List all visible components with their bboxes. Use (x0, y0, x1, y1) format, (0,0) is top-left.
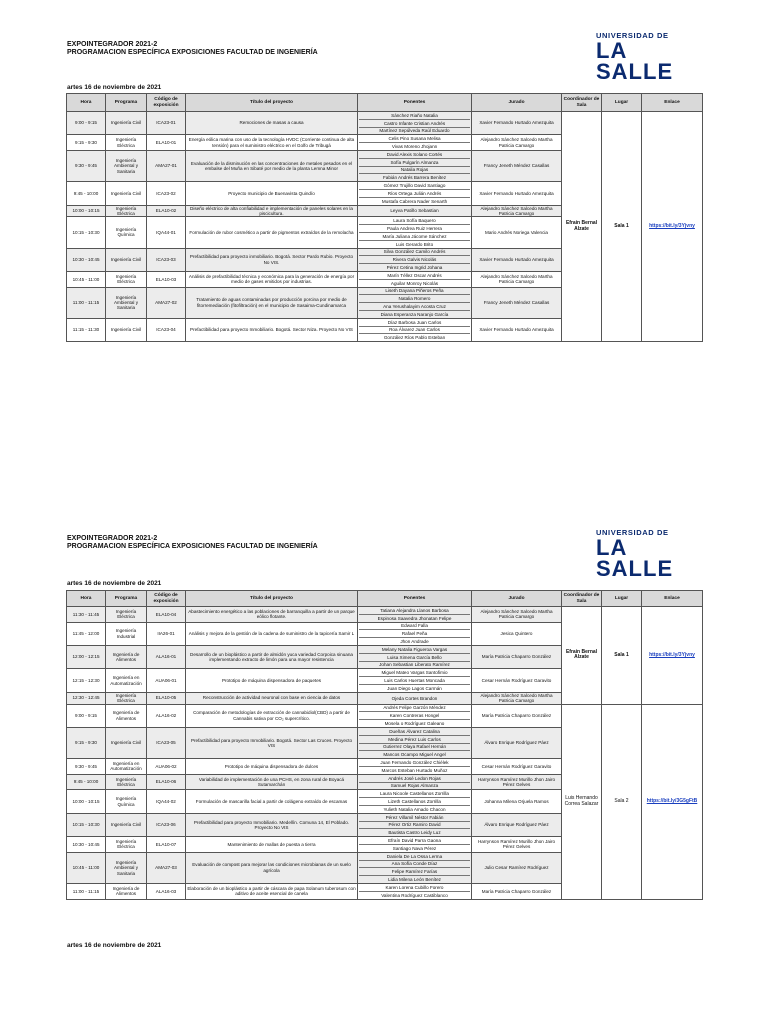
program-cell: Ingeniería Química (106, 790, 147, 813)
title-cell: Prototipo de máquina dispensadora de paquetes (186, 669, 358, 692)
program-cell: Ingeniería Industrial (106, 622, 147, 645)
session-link[interactable]: https://bit.ly/3Yjvny (649, 222, 695, 229)
program-cell: Ingeniería Civil (106, 248, 147, 271)
speaker-name: Ana Sofía Conde Díaz (359, 861, 470, 869)
title-cell: Prefactibilidad para proyecto Inmobiliario. Medellín. Comuna 14, El Poblado. Proyecto No VIS (186, 813, 358, 836)
col-programa: Programa (106, 591, 147, 607)
title-cell: Formulación de rubor cosmético a partir de pigmentos extraídos de la remolacha (186, 217, 358, 248)
col-lugar: Lugar (602, 591, 642, 607)
speaker-name: Martínez Sepúlveda Raúl Eduardo (379, 128, 450, 134)
speaker-name: Valentina Rodríguez Castiblanco (381, 892, 448, 898)
header-line-1: EXPOINTEGRADOR 2021-2 (67, 535, 158, 542)
speaker-name: Silva González Camilo Andrés (359, 249, 470, 257)
speaker-name: Natalia Romero (359, 295, 470, 303)
speaker-name: Edward Falla (359, 623, 470, 631)
jury-cell: Francy Jeneth Méndez Casallas (472, 150, 562, 181)
code-cell: AUA06-02 (147, 759, 186, 775)
program-cell: Ingeniería Eléctrica (106, 205, 147, 217)
speaker-name: Karen Contreras Hongel (359, 712, 470, 720)
speakers-cell (358, 774, 472, 790)
speaker-name: Luis Carlos Huertas Moncada (359, 677, 470, 685)
speaker-name: María Juliana Jácome Sánchez (359, 233, 470, 241)
speaker-name: Andrés Felipe Garzón Méndez (359, 705, 470, 713)
time-cell: 9:30 - 9:45 (67, 759, 106, 775)
program-cell: Ingeniería Eléctrica (106, 837, 147, 853)
speakers-cell (358, 607, 472, 623)
code-cell: ELA10-06 (147, 774, 186, 790)
speaker-name: Yulieth Natalia Amado Chacon (383, 806, 446, 812)
time-cell: 10:45 - 11:00 (67, 852, 106, 883)
col-ponentes: Ponentes (358, 94, 472, 112)
speaker-name: Díaz Barbosa Juan Carlos (359, 319, 470, 327)
jury-cell: Francy Jeneth Méndez Casallas (472, 287, 562, 318)
footer-date: artes 16 de noviembre de 2021 (67, 942, 162, 949)
speaker-name: Karen Lorena Cubillo Forero (359, 884, 470, 892)
jury-cell: Harrynson Ramírez Murillo Jhon Jairo Pérez Gelves (472, 774, 562, 790)
time-cell: 11:00 - 11:15 (67, 883, 106, 899)
speaker-name: Pérez Villamil Néstor Fabián (359, 814, 470, 822)
speaker-name: Gutierrez Olaya Rafael Hernán (359, 744, 470, 752)
code-cell: ELA10-04 (147, 607, 186, 623)
title-cell: Prefactibilidad para proyecto inmobiliario. Bogotá. Sector Pardo Rubio. Proyecto No VIS. (186, 248, 358, 271)
header-line-2: PROGRAMACION ESPECÍFICA EXPOSICIONES FACULTAD DE INGENIERÍA (67, 49, 318, 56)
speaker-name: Natalia Rojas (359, 167, 470, 175)
place-cell: Sala 1 (602, 112, 642, 342)
speaker-name: Felipe Ramírez Farías (359, 868, 470, 876)
program-cell: Ingeniería Civil (106, 112, 147, 135)
time-cell: 9:00 - 9:15 (67, 112, 106, 135)
speaker-name: Lidia Milena León Benítez (388, 876, 441, 882)
speaker-name: Diana Esperanza Naranjo García (380, 311, 449, 317)
code-cell: IIA26-01 (147, 622, 186, 645)
code-cell: ELA10-03 (147, 271, 186, 287)
code-cell: ICA23-05 (147, 727, 186, 758)
jury-cell: Xavier Fernando Hurtado Amezquita (472, 318, 562, 341)
jury-cell: María Patricia Chaparro González (472, 704, 562, 727)
time-cell: 10:15 - 10:30 (67, 813, 106, 836)
title-cell: Reconstrucción de actividad neuronal con base en ciencia de datos (186, 692, 358, 704)
title-cell: Formulación de mascarilla facial a partir de colágeno extraído de escamas (186, 790, 358, 813)
time-cell: 11:45 - 12:00 (67, 622, 106, 645)
title-cell: Mantenimiento de mallas de puesta a tierra (186, 837, 358, 853)
time-cell: 11:15 - 11:30 (67, 318, 106, 341)
time-cell: 10:30 - 10:45 (67, 837, 106, 853)
speaker-name: Dueñas Álvarez Catalina (359, 728, 470, 736)
speakers-cell (358, 837, 472, 853)
code-cell: ELA10-07 (147, 837, 186, 853)
speaker-name: Bautista Castro Leidy Luz (388, 830, 441, 836)
coordinator-cell: Efraín Bernal Alzate (562, 607, 602, 705)
speaker-name: Sánchez Riaño Natalia (359, 112, 470, 120)
time-cell: 11:30 - 11:45 (67, 607, 106, 623)
speaker-name: Andrés José Ledon Rojas (359, 775, 470, 783)
col-titulo: Título del proyecto (186, 591, 358, 607)
speaker-name: Paula Andrea Ruiz Herrera (359, 225, 470, 233)
title-cell: Elaboración de un bioplástico a partir de cáscara de papa Solanum tuberosum con aditivo de aceite esencial de canela (186, 883, 358, 899)
code-cell: ELA10-05 (147, 692, 186, 704)
title-cell: Evaluación de la disminución en las concentraciones de metales pesados en el embalse del Muña en Sibaté por medio de la planta Lemna Minor (186, 150, 358, 181)
speaker-name: Vivas Moreno Jhojann (391, 143, 438, 149)
jury-cell: Johanna Milena Orjuela Ramos (472, 790, 562, 813)
title-cell: Remociones de masas a causa (186, 112, 358, 135)
col-enlace: Enlace (642, 591, 703, 607)
schedule-table-1 (66, 93, 703, 342)
speaker-name: Luisa Ximena García Bello (359, 654, 470, 662)
col-coordinador: Coordinador de Sala (562, 591, 602, 607)
speakers-cell (358, 248, 472, 271)
program-cell: Ingeniería Eléctrica (106, 774, 147, 790)
time-cell: 10:15 - 10:30 (67, 217, 106, 248)
title-cell: Energía eólica marina con uso de la tecnología HVDC (Corriente continua de alta tensión) para el suministro eléctrico en el Golfo de Tribugá (186, 135, 358, 151)
speaker-name: Ojeda Cortes Brandon (391, 695, 438, 701)
title-cell: Proyecto municipio de Buenavista Quindío (186, 182, 358, 205)
col-lugar: Lugar (602, 94, 642, 112)
speaker-name: Espinosa Saavedra Jhonatan Felipe (377, 615, 452, 621)
code-cell: ALA16-01 (147, 645, 186, 668)
document-header-2 (67, 535, 318, 551)
code-cell: IQA44-02 (147, 790, 186, 813)
speakers-cell (358, 287, 472, 318)
jury-cell: Harrynson Ramírez Murillo Jhon Jairo Pérez Gelves (472, 837, 562, 853)
program-cell: Ingeniería Civil (106, 727, 147, 758)
time-cell: 10:30 - 10:45 (67, 248, 106, 271)
speaker-name: Samuel Rojas Almanza (390, 783, 439, 789)
speaker-name: Sofía Pulgarín Almanza (359, 159, 470, 167)
program-cell: Ingeniería de Alimentos (106, 645, 147, 668)
speakers-cell (358, 645, 472, 668)
speaker-name: David Alexis Solano Cortés (359, 151, 470, 159)
jury-cell: Xavier Fernando Hurtado Amezquita (472, 248, 562, 271)
speaker-name: Marcos Esteban Hurtado Muñoz (381, 767, 448, 773)
speaker-name: Pérez Ortiz Ramiro David (359, 822, 470, 830)
jury-cell: Cesar Hernán Rodríguez Garavito (472, 759, 562, 775)
code-cell: ELA10-02 (147, 205, 186, 217)
speaker-name: Fabián Andrés Barrera Benítez (382, 175, 447, 181)
speakers-cell (358, 271, 472, 287)
speakers-cell (358, 790, 472, 813)
speaker-name: Luis Gerardo Brito (395, 241, 434, 247)
speaker-name: Melany Natalia Figueroa Vargas (359, 646, 470, 654)
speaker-name: Ríos Ortega Julián Andrés (359, 190, 470, 198)
speakers-cell (358, 182, 472, 205)
speaker-name: Efraín David Parra Gaona (359, 837, 470, 845)
jury-cell: Álvaro Enrique Rodríguez Páez (472, 727, 562, 758)
program-cell: Ingeniería Civil (106, 182, 147, 205)
code-cell: AMA27-02 (147, 287, 186, 318)
title-cell: Prefactibilidad para proyecto Inmobiliario. Bogotá. Sector Niza. Proyecto No VIS (186, 318, 358, 341)
program-cell: Ingeniería Química (106, 217, 147, 248)
speaker-name: Juan Diego Lagos Carmán (387, 685, 442, 691)
speaker-name: Pérez Cetina Ingrid Johana (386, 264, 443, 270)
code-cell: ICA23-04 (147, 318, 186, 341)
table-row (67, 607, 703, 623)
program-cell: Ingeniería Eléctrica (106, 135, 147, 151)
program-cell: Ingeniería Eléctrica (106, 692, 147, 704)
time-cell: 12:15 - 12:30 (67, 669, 106, 692)
session-link[interactable]: https://bit.ly/3G5gFtB (646, 797, 698, 804)
code-cell: AMA27-03 (147, 852, 186, 883)
speakers-cell (358, 704, 472, 727)
program-cell: Ingeniería de Alimentos (106, 704, 147, 727)
code-cell: ICA23-01 (147, 112, 186, 135)
col-coordinador: Coordinador de Sala (562, 94, 602, 112)
col-jurado: Jurado (472, 591, 562, 607)
time-cell: 10:00 - 10:15 (67, 790, 106, 813)
program-cell: Ingeniería Ambiental y Sanitaria (106, 287, 147, 318)
code-cell: AUA06-01 (147, 669, 186, 692)
time-cell: 9:30 - 9:45 (67, 150, 106, 181)
code-cell: ELA10-01 (147, 135, 186, 151)
program-cell: Ingeniería Eléctrica (106, 271, 147, 287)
speakers-cell (358, 727, 472, 758)
speakers-cell (358, 135, 472, 151)
speakers-cell (358, 669, 472, 692)
session-link[interactable]: https://bit.ly/3Yjvny (649, 651, 695, 658)
document-header (67, 41, 318, 57)
place-cell: Sala 2 (602, 704, 642, 899)
title-cell: Evaluación de compost para mejorar las condiciones microbianas de un suelo agrícola (186, 852, 358, 883)
title-cell: Desarrollo de un bioplástico a partir de almidón yuca variedad Corpoica sinuana implementando extracto de limón para una mayor resistencia (186, 645, 358, 668)
speakers-cell (358, 217, 472, 248)
jury-cell: Xavier Fernando Hurtado Amezquita (472, 182, 562, 205)
speaker-name: Tatiana Alejandra Llanos Barbosa (359, 607, 470, 615)
code-cell: IQA44-01 (147, 217, 186, 248)
header-line-2: PROGRAMACION ESPECÍFICA EXPOSICIONES FACULTAD DE INGENIERÍA (67, 543, 318, 550)
schedule-date: artes 16 de noviembre de 2021 (67, 84, 162, 91)
speaker-name: Mancos Ocampo Miguel Angel (383, 752, 446, 758)
jury-cell: Alejandro Sánchez Salcedo Martha Patricia Camargo (472, 271, 562, 287)
col-hora: Hora (67, 591, 106, 607)
jury-cell: Cesar Hernán Rodríguez Garavito (472, 669, 562, 692)
table-row (67, 704, 703, 727)
program-cell: Ingeniería de Alimentos (106, 883, 147, 899)
time-cell: 9:15 - 9:30 (67, 135, 106, 151)
speaker-name: Mustafa Cabrera Nader Senarth (381, 198, 448, 204)
program-cell: Ingeniería Civil (106, 813, 147, 836)
speakers-cell (358, 205, 472, 217)
speakers-cell (358, 852, 472, 883)
speaker-name: Marín Téllez Oscar Andrés (359, 272, 470, 280)
col-codigo: Código de exposición (147, 591, 186, 607)
code-cell: ALA16-03 (147, 883, 186, 899)
speaker-name: Liseth Dayana Piñeros Peña (359, 288, 470, 296)
header-line-1: EXPOINTEGRADOR 2021-2 (67, 41, 158, 48)
schedule-date-2: artes 16 de noviembre de 2021 (67, 580, 162, 587)
title-cell: Tratamiento de aguas contaminadas por producción porcina por medio de fitorremediación (fitofiltración) en el municipio de Sasaima-Cundinamarca (186, 287, 358, 318)
speaker-name: Mosela o Rodríguez Galeano (384, 720, 445, 726)
speaker-name: Celis Pino Susana Melisa (359, 135, 470, 143)
speaker-name: Daniela De La Ossa Lerma (359, 853, 470, 861)
program-cell: Ingeniería en Automatización (106, 759, 147, 775)
time-cell: 9:45 - 10:00 (67, 774, 106, 790)
speaker-name: Leyva Patiño Sebastian (390, 208, 439, 214)
speaker-name: Rafael Peña (359, 630, 470, 638)
speakers-cell (358, 692, 472, 704)
speakers-cell (358, 150, 472, 181)
title-cell: Prefactibilidad para proyecto Inmobiliario. Bogotá. Sector Las Cruces. Proyecto VIS (186, 727, 358, 758)
col-titulo: Título del proyecto (186, 94, 358, 112)
title-cell: Análisis y mejora de la gestión de la cadena de suministro de la tapicería Samir L (186, 622, 358, 645)
speakers-cell (358, 622, 472, 645)
jury-cell: Álvaro Enrique Rodríguez Páez (472, 813, 562, 836)
schedule-table-2 (66, 590, 703, 900)
jury-cell: María Patricia Chaparro González (472, 645, 562, 668)
title-cell: Abastecimiento energético a las poblaciones de barranquilla a partir de un parque eólico flotante. (186, 607, 358, 623)
speaker-name: Aguilar Monroy Nicolás (390, 280, 439, 286)
speakers-cell (358, 813, 472, 836)
jury-cell: Xavier Fernando Hurtado Amezquita (472, 112, 562, 135)
col-hora: Hora (67, 94, 106, 112)
speaker-name: González Ríos Pablo Esteban (383, 335, 446, 341)
col-ponentes: Ponentes (358, 591, 472, 607)
code-cell: AMA27-01 (147, 150, 186, 181)
speaker-name: Lizeth Castellanos Zorrilla (359, 798, 470, 806)
speakers-cell (358, 883, 472, 899)
time-cell: 9:15 - 9:30 (67, 727, 106, 758)
program-cell: Ingeniería Civil (106, 318, 147, 341)
university-logo: UNIVERSIDAD DE LA SALLE (596, 31, 674, 84)
code-cell: ICA23-03 (147, 248, 186, 271)
program-cell: Ingeniería Ambiental y Sanitaria (106, 852, 147, 883)
program-cell: Ingeniería Eléctrica (106, 607, 147, 623)
title-cell: Prototipo de máquina dispensadora de dulces (186, 759, 358, 775)
speakers-cell (358, 759, 472, 775)
link-cell (642, 607, 703, 705)
speaker-name: Santiago Nava Pérez (392, 845, 437, 851)
jury-cell: Mario Andrés Noriega Valencia (472, 217, 562, 248)
program-cell: Ingeniería en Automatización (106, 669, 147, 692)
jury-cell: Jesica Quintero (472, 622, 562, 645)
speaker-name: Miguel Mateo Vargas Santofimio (359, 669, 470, 677)
link-cell (642, 112, 703, 342)
speaker-name: Laura Nicoole Castellanos Zorrilla (359, 790, 470, 798)
code-cell: ICA23-02 (147, 182, 186, 205)
code-cell: ICA23-06 (147, 813, 186, 836)
table-row (67, 112, 703, 135)
jury-cell: María Patricia Chaparro González (472, 883, 562, 899)
col-programa: Programa (106, 94, 147, 112)
time-cell: 12:00 - 12:15 (67, 645, 106, 668)
coordinator-cell: Efraín Bernal Alzate (562, 112, 602, 342)
title-cell: Diseño eléctrico de alta confiabilidad e implementación de paneles solares en la piscicultura. (186, 205, 358, 217)
time-cell: 9:45 - 10:00 (67, 182, 106, 205)
title-cell: Análisis de prefactibilidad técnica y económica para la generación de energía por medio de gases emitidos por industrias. (186, 271, 358, 287)
speaker-name: Ana Yerushalayim Acosta Cruz (359, 303, 470, 311)
coordinator-cell: Luis Hernando Correa Salazar (562, 704, 602, 899)
speakers-cell (358, 112, 472, 135)
time-cell: 12:30 - 12:45 (67, 692, 106, 704)
jury-cell: Alejandro Sánchez Salcedo Martha Patricia Camargo (472, 692, 562, 704)
speaker-name: Juan Fernando González Chiélek (359, 759, 470, 767)
speakers-cell (358, 318, 472, 341)
time-cell: 11:00 - 11:15 (67, 287, 106, 318)
time-cell: 10:00 - 10:15 (67, 205, 106, 217)
place-cell: Sala 1 (602, 607, 642, 705)
col-enlace: Enlace (642, 94, 703, 112)
speaker-name: Roa Álvarez Juan Carlos (359, 327, 470, 335)
speaker-name: Laura Sofía Baquero (359, 217, 470, 225)
col-jurado: Jurado (472, 94, 562, 112)
program-cell: Ingeniería Ambiental y Sanitaria (106, 150, 147, 181)
title-cell: Comparación de metodologías de extracción de cannabidiol(CBD) a partir de Cannabis sativa por CO₂ supercrítico. (186, 704, 358, 727)
link-cell (642, 704, 703, 899)
jury-cell: Alejandro Sánchez Salcedo Martha Patricia Camargo (472, 135, 562, 151)
title-cell: Variabilidad de implementación de una PCHS, en zona rural de Boyacá Sutamarchán (186, 774, 358, 790)
col-codigo: Código de exposición (147, 94, 186, 112)
time-cell: 9:00 - 9:15 (67, 704, 106, 727)
jury-cell: Julio Cesar Ramírez Rodríguez (472, 852, 562, 883)
jury-cell: Alejandro Sánchez Salcedo Martha Patricia Camargo (472, 607, 562, 623)
speaker-name: Rivera Galvis Nicolás (359, 256, 470, 264)
speaker-name: Johan Sebastian Liberato Ramírez (379, 662, 450, 668)
speaker-name: Castro Infante Cristian Andrés (359, 120, 470, 128)
code-cell: ALA16-02 (147, 704, 186, 727)
university-logo-2: UNIVERSIDAD DE LA SALLE (596, 528, 674, 581)
speaker-name: Gómez Trujillo David Santiago (359, 182, 470, 190)
speaker-name: Jhon Andrade (400, 638, 429, 644)
speaker-name: Medina Pérez Luis Carlos (359, 736, 470, 744)
time-cell: 10:45 - 11:00 (67, 271, 106, 287)
jury-cell: Alejandro Sánchez Salcedo Martha Patricia Camargo (472, 205, 562, 217)
